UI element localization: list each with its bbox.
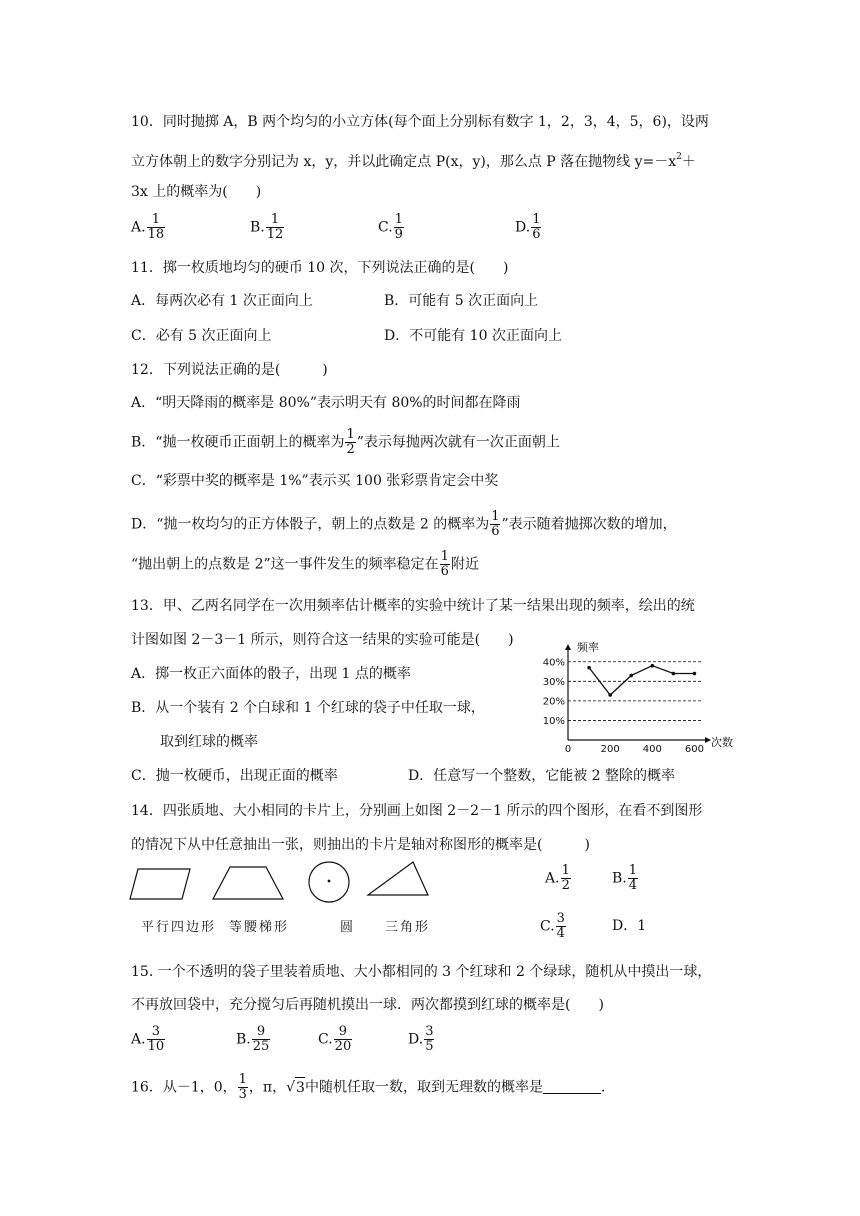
denominator: 9: [394, 227, 403, 242]
text: D．“抛一枚均匀的正方体骰子，朝上的点数是 2 的概率为: [131, 516, 490, 533]
q10-option-b: [250, 213, 285, 242]
q10-option-a: [131, 213, 166, 242]
option-label: B.: [250, 219, 265, 236]
numerator: 9: [252, 1025, 271, 1040]
q13-line1: 13．甲、乙两名同学在一次用频率估计概率的实验中统计了某一结果出现的频率，绘出的统: [131, 598, 695, 614]
q15-line1: 15. 一个不透明的袋子里装着质地、大小都相同的 3 个红球和 2 个绿球，随机从中摸出一球，: [131, 964, 712, 980]
denominator: 6: [440, 564, 449, 579]
x-tick-label: 200: [600, 744, 620, 755]
q10-exponent: 2: [676, 152, 682, 162]
denominator: 25: [252, 1039, 270, 1054]
fraction: [147, 213, 166, 242]
fraction: [440, 550, 450, 579]
x-tick-label: 0: [564, 744, 572, 755]
q12-option-a: A．“明天降雨的概率是 80%”表示明天有 80%的时间都在降雨: [131, 395, 521, 411]
q15-option-a: [131, 1025, 166, 1054]
frequency-line-chart: [530, 640, 733, 755]
numerator: 1: [238, 1072, 247, 1087]
numerator: 1: [532, 212, 541, 227]
q11-stem: 11．掷一枚质地均匀的硬币 10 次，下列说法正确的是( ): [131, 260, 509, 276]
fraction: [531, 213, 541, 242]
y-axis-label: 频率: [577, 641, 599, 654]
text: 16．从－1，0，: [131, 1079, 237, 1096]
fraction: [394, 213, 404, 242]
x-axis-label: 次数: [711, 736, 733, 749]
numerator: 1: [491, 509, 500, 524]
denominator: 2: [561, 878, 570, 893]
numerator: 1: [346, 427, 355, 442]
q13-option-d: D．任意写一个整数，它能被 2 整除的概率: [408, 768, 676, 784]
numerator: 9: [334, 1025, 353, 1040]
text: ”表示每抛两次就有一次正面朝上: [356, 434, 560, 451]
shape-label-triangle: 三角形: [385, 920, 431, 935]
denominator: 12: [266, 227, 284, 242]
q11-option-d: D．不可能有 10 次正面向上: [384, 328, 562, 344]
option-label: C.: [318, 1031, 333, 1048]
denominator: 2: [346, 442, 355, 457]
q15-option-d: [408, 1025, 435, 1054]
q14-option-b: [612, 864, 639, 893]
q13-line2: 计图如图 2－3－1 所示，则符合这一结果的实验可能是( ): [131, 632, 514, 648]
q10-line1: 10．同时抛掷 A，B 两个均匀的小立方体(每个面上分别标有数字 1，2，3，4，5，6)，设两: [131, 114, 709, 130]
x-tick-label: 600: [684, 744, 705, 755]
q13-option-a: A．掷一枚正六面体的骰子，出现 1 点的概率: [131, 666, 411, 682]
fraction: [561, 864, 571, 893]
fraction: [334, 1025, 353, 1054]
fraction: [628, 864, 638, 893]
q11-option-c: C．必有 5 次正面向上: [131, 328, 272, 344]
q12-stem: 12．下列说法正确的是( ): [131, 362, 328, 378]
q10-line2: [131, 147, 696, 172]
denominator: 20: [334, 1039, 352, 1054]
option-label: D.: [408, 1031, 424, 1048]
q13-option-b1: B．从一个装有 2 个白球和 1 个红球的袋子中任取一球，: [131, 700, 485, 716]
fraction: [490, 510, 500, 539]
option-label: A.: [131, 219, 146, 236]
text: 中随机任取一数，取到无理数的概率是: [304, 1079, 543, 1096]
numerator: 1: [628, 863, 638, 878]
denominator: 3: [238, 1087, 247, 1102]
q14-option-c: [540, 912, 567, 941]
isosceles-trapezoid-shape: [210, 864, 286, 902]
q10-line3: 3x 上的概率为( ): [131, 184, 262, 200]
shape-label-circle: 圆: [340, 920, 356, 935]
option-label: A.: [131, 1031, 146, 1048]
text: .: [600, 1079, 606, 1096]
text: ”表示随着抛掷次数的增加，: [501, 516, 677, 533]
option-label: A.: [545, 870, 560, 887]
denominator: 4: [556, 926, 565, 941]
q13-option-b2: 取到红球的概率: [160, 734, 258, 750]
y-tick-label: 30%: [542, 676, 565, 688]
numerator: 1: [266, 213, 285, 228]
option-label: B.: [612, 870, 627, 887]
q14-option-a: [545, 864, 572, 893]
fraction: [345, 428, 355, 457]
x-tick-label: 400: [642, 744, 662, 755]
numerator: 1: [561, 863, 570, 878]
y-axis-arrow: [565, 644, 571, 650]
denominator: 6: [491, 524, 500, 539]
denominator: 4: [628, 878, 638, 893]
fraction: [147, 1025, 166, 1054]
q12-option-b: [131, 428, 560, 457]
shape-label-parallelogram: 平行四边形: [141, 920, 217, 935]
q15-option-b: [236, 1025, 271, 1054]
option-label: B.: [236, 1031, 251, 1048]
q10-line2-end: ＋: [681, 154, 696, 170]
data-point: [587, 666, 591, 670]
text: B．“抛一枚硬币正面朝上的概率为: [131, 434, 345, 451]
y-tick-label: 10%: [542, 715, 565, 727]
q16-line: [131, 1073, 605, 1102]
option-label: D.: [515, 219, 531, 236]
fraction: [252, 1025, 271, 1054]
numerator: 1: [440, 549, 449, 564]
numerator: 1: [147, 213, 166, 228]
q13-option-c: C．抛一枚硬币，出现正面的概率: [131, 768, 338, 784]
y-tick-label: 20%: [542, 696, 565, 708]
series-line: [589, 666, 694, 695]
text: ，π，: [248, 1079, 287, 1096]
text: “抛出朝上的点数是 2”这一事件发生的频率稳定在: [131, 556, 439, 573]
q12-option-d: [131, 510, 677, 539]
option-label: C.: [378, 219, 393, 236]
text: 附近: [450, 556, 479, 573]
shape-label-trapezoid: 等腰梯形: [229, 920, 290, 935]
data-point: [693, 672, 697, 676]
q15-option-c: [318, 1025, 353, 1054]
q12-option-c: C．“彩票中奖的概率是 1%”表示买 100 张彩票肯定会中奖: [131, 473, 499, 489]
y-tick-label: 40%: [542, 657, 565, 669]
data-point: [651, 664, 655, 668]
q14-line2: 的情况下从中任意抽出一张，则抽出的卡片是轴对称图形的概率是( ): [131, 837, 590, 853]
q15-line2: 不再放回袋中，充分搅匀后再随机摸出一球．两次都摸到红球的概率是( ): [131, 997, 604, 1013]
numerator: 3: [147, 1025, 166, 1040]
parallelogram-shape: [128, 866, 192, 902]
q12-option-d-cont: [131, 550, 479, 579]
data-point: [672, 672, 676, 676]
denominator: 5: [425, 1039, 434, 1054]
q10-line2-text: 立方体朝上的数字分别记为 x，y，并以此确定点 P(x，y)，那么点 P 落在抛物线 y=－x: [131, 154, 677, 170]
sqrt-sign: √: [286, 1079, 296, 1096]
fraction: [238, 1073, 248, 1102]
triangle-shape: [365, 859, 431, 899]
denominator: 6: [532, 227, 541, 242]
data-point: [629, 674, 633, 678]
circle-shape: [306, 859, 352, 905]
q14-option-d: D．1: [612, 918, 647, 934]
numerator: 3: [425, 1024, 434, 1039]
q14-line1: 14．四张质地、大小相同的卡片上，分别画上如图 2－2－1 所示的四个图形，在看不到图形: [131, 803, 703, 819]
numerator: 1: [394, 212, 403, 227]
q10-option-d: [515, 213, 542, 242]
numerator: 3: [556, 911, 565, 926]
fraction: [424, 1025, 434, 1054]
answer-blank[interactable]: [543, 1079, 601, 1094]
q11-option-b: B．可能有 5 次正面向上: [384, 293, 539, 309]
q10-option-c: [378, 213, 405, 242]
denominator: 18: [147, 227, 165, 242]
fraction: [266, 213, 285, 242]
q11-option-a: A．每两次必有 1 次正面向上: [131, 293, 313, 309]
denominator: 10: [147, 1039, 165, 1054]
data-point: [608, 693, 612, 697]
fraction: [556, 912, 566, 941]
sqrt-radicand: 3: [295, 1077, 305, 1098]
option-label: C.: [540, 918, 555, 935]
